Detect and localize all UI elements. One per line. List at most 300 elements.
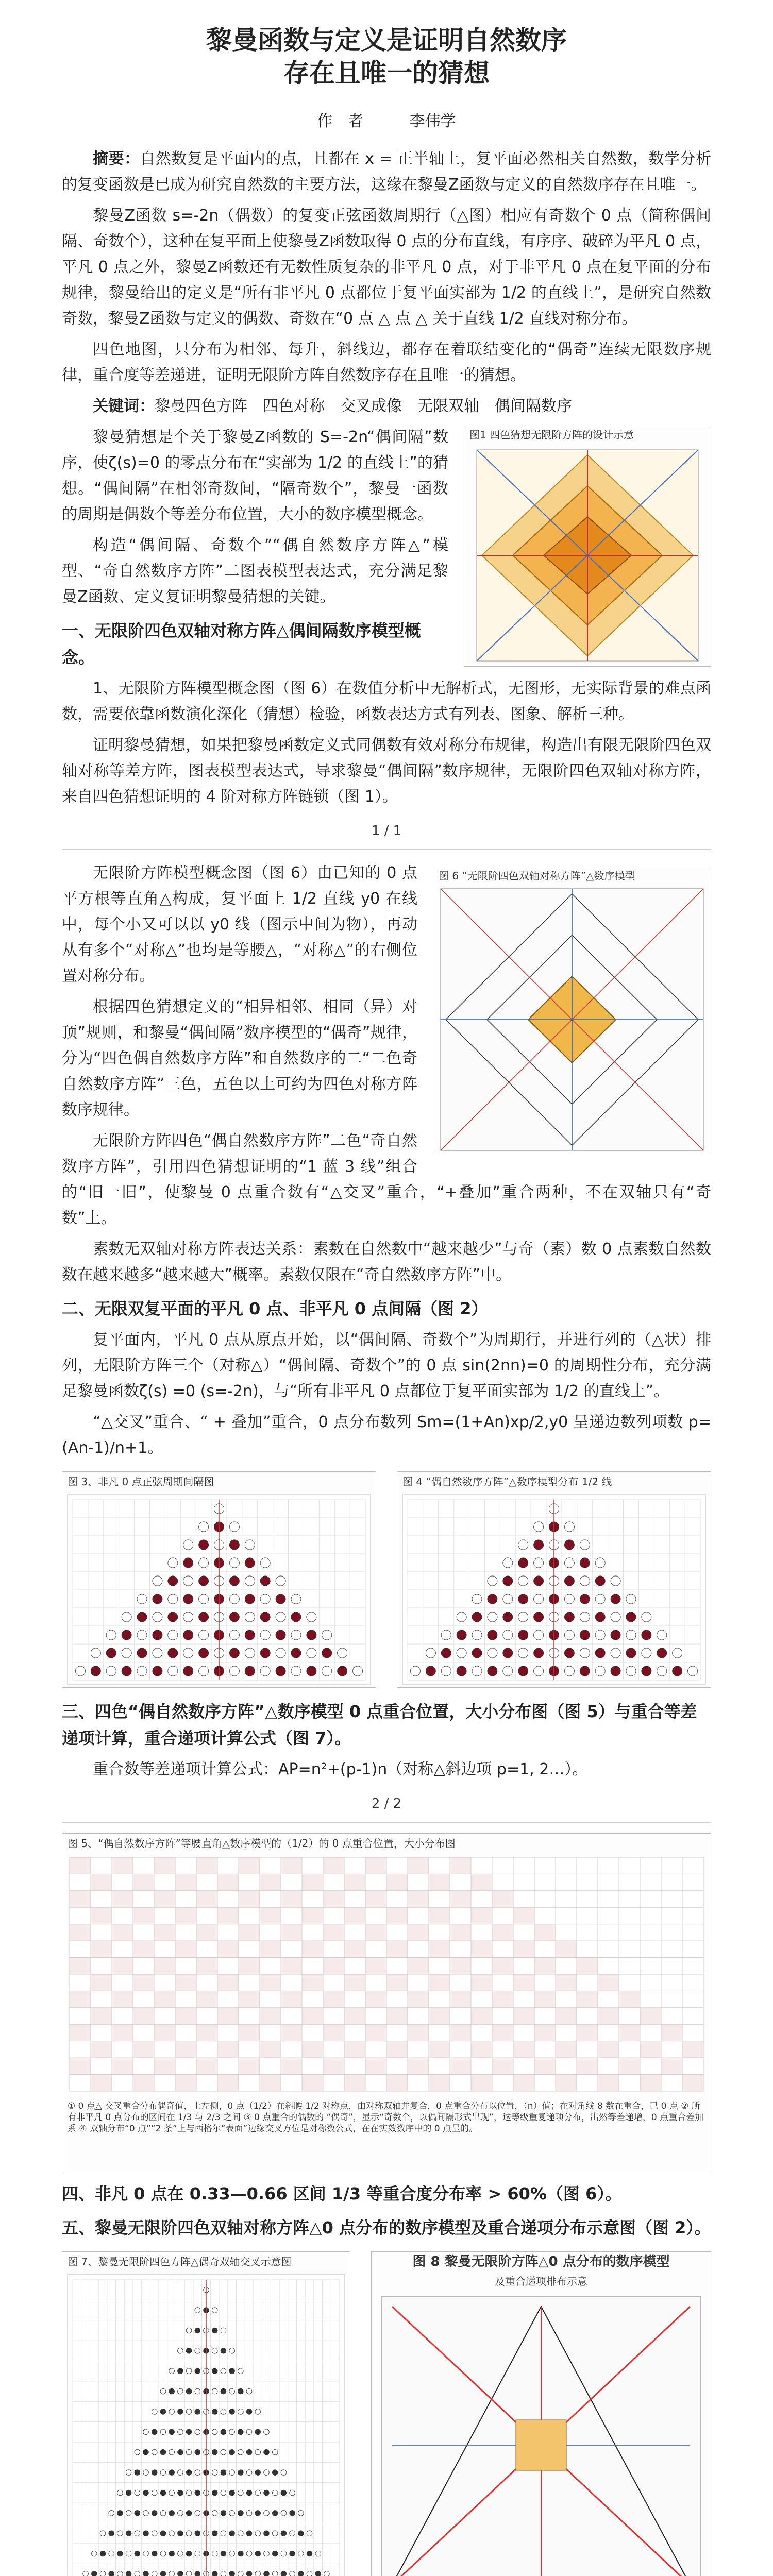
table-cell bbox=[534, 2075, 556, 2091]
table-cell bbox=[112, 2075, 133, 2091]
zero-point-dot bbox=[212, 2429, 217, 2435]
section-1-p2: 证明黎曼猜想，如果把黎曼函数定义式同偶数有效对称分布规律，构造出有限无限阶四色双轴对称等差方阵，图表模型表达式，导求黎曼“偶间隔”数序规律，无限阶四色双轴对称方阵，来自四色猜想证明的 4 阶对称方阵链锁（图 1）。 bbox=[62, 736, 711, 806]
page-divider bbox=[62, 1822, 711, 1823]
table-cell bbox=[344, 1974, 365, 1991]
table-cell bbox=[175, 1907, 196, 1924]
table-cell bbox=[492, 1891, 513, 1907]
zero-point-dot bbox=[307, 1648, 316, 1658]
zero-point-dot bbox=[229, 2429, 235, 2435]
zero-point-dot bbox=[322, 1630, 332, 1640]
table-cell bbox=[239, 2008, 260, 2024]
zero-point-dot bbox=[109, 2571, 114, 2576]
zero-point-dot bbox=[160, 2388, 166, 2394]
table-cell bbox=[302, 2058, 323, 2074]
zero-point-dot bbox=[245, 1594, 255, 1604]
zero-point-dot bbox=[160, 2531, 166, 2536]
figure-row-3-4 bbox=[62, 1471, 711, 1688]
table-cell bbox=[556, 2075, 577, 2091]
zero-point-dot bbox=[168, 1594, 178, 1604]
zero-point-dot bbox=[183, 1612, 193, 1622]
table-cell bbox=[619, 1891, 640, 1907]
table-cell bbox=[344, 1891, 365, 1907]
table-cell bbox=[534, 1907, 556, 1924]
table-cell bbox=[196, 2058, 217, 2074]
table-cell bbox=[260, 2075, 281, 2091]
table-cell bbox=[70, 2041, 91, 2058]
table-cell bbox=[281, 2024, 302, 2041]
zero-point-dot bbox=[238, 2490, 243, 2496]
table-cell bbox=[70, 1891, 91, 1907]
table-cell bbox=[471, 1991, 492, 2007]
table-cell bbox=[577, 1941, 598, 1957]
table-cell bbox=[492, 1941, 513, 1957]
zero-point-dot bbox=[260, 1558, 270, 1568]
zero-point-dot bbox=[657, 1666, 667, 1676]
zero-point-dot bbox=[611, 1594, 620, 1604]
table-cell bbox=[154, 1857, 175, 1874]
zero-point-dot bbox=[186, 2409, 192, 2415]
table-cell bbox=[598, 1991, 619, 2007]
table-cell bbox=[365, 2058, 386, 2074]
zero-point-dot bbox=[106, 1630, 116, 1640]
table-cell bbox=[661, 2008, 682, 2024]
zero-point-dot bbox=[264, 2531, 270, 2536]
zero-point-dot bbox=[153, 1666, 162, 1676]
zero-point-dot bbox=[183, 1594, 193, 1604]
page-number-1: 1 / 1 bbox=[371, 823, 402, 839]
table-cell bbox=[344, 1924, 365, 1941]
zero-point-dot bbox=[221, 2368, 226, 2374]
zero-point-dot bbox=[245, 1630, 255, 1640]
zero-point-dot bbox=[255, 2490, 261, 2496]
zero-point-dot bbox=[195, 2510, 200, 2516]
zero-point-dot bbox=[212, 2449, 217, 2455]
table-cell bbox=[534, 2058, 556, 2074]
table-cell bbox=[598, 2075, 619, 2091]
table-cell bbox=[175, 2041, 196, 2058]
figure-1 bbox=[464, 425, 711, 667]
keywords-text: 黎曼四色方阵 四色对称 交叉成像 无限双轴 偶间隔数序 bbox=[155, 397, 572, 415]
zero-point-dot bbox=[153, 1648, 162, 1658]
zero-point-dot bbox=[246, 2490, 252, 2496]
zero-point-dot bbox=[153, 1630, 162, 1640]
table-cell bbox=[534, 1941, 556, 1957]
zero-point-dot bbox=[503, 1612, 513, 1622]
zero-point-dot bbox=[221, 2449, 226, 2455]
zero-point-dot bbox=[195, 2490, 200, 2496]
table-cell bbox=[239, 1924, 260, 1941]
zero-point-dot bbox=[264, 2449, 270, 2455]
table-cell bbox=[408, 2024, 429, 2041]
table-cell bbox=[429, 2041, 450, 2058]
zero-point-dot bbox=[195, 2348, 200, 2353]
zero-point-dot bbox=[472, 1612, 482, 1622]
table-cell bbox=[598, 2041, 619, 2058]
table-cell bbox=[260, 2058, 281, 2074]
table-cell bbox=[534, 2024, 556, 2041]
table-cell bbox=[281, 1874, 302, 1890]
table-cell bbox=[302, 1991, 323, 2007]
table-cell bbox=[408, 1941, 429, 1957]
table-cell bbox=[344, 1907, 365, 1924]
zero-point-dot bbox=[212, 2571, 217, 2576]
zero-point-dot bbox=[564, 1540, 574, 1550]
table-cell bbox=[154, 1907, 175, 1924]
table-cell bbox=[175, 1924, 196, 1941]
zero-point-dot bbox=[457, 1666, 466, 1676]
zero-point-dot bbox=[212, 2308, 217, 2313]
table-cell bbox=[196, 1941, 217, 1957]
zero-point-dot bbox=[160, 2571, 166, 2576]
table-cell bbox=[534, 1991, 556, 2007]
zero-point-dot bbox=[503, 1558, 513, 1568]
zero-point-dot bbox=[426, 1666, 435, 1676]
zero-point-dot bbox=[229, 2470, 235, 2476]
zero-point-dot bbox=[199, 1540, 209, 1550]
table-cell bbox=[492, 1907, 513, 1924]
zero-point-dot bbox=[245, 1558, 255, 1568]
zero-point-dot bbox=[595, 1648, 605, 1658]
table-cell bbox=[408, 1891, 429, 1907]
table-cell bbox=[154, 1924, 175, 1941]
zero-point-dot bbox=[186, 2470, 192, 2476]
table-cell bbox=[260, 1941, 281, 1957]
zero-point-dot bbox=[642, 1612, 651, 1622]
table-cell bbox=[619, 2075, 640, 2091]
table-cell bbox=[70, 2024, 91, 2041]
zero-point-dot bbox=[183, 1648, 193, 1658]
table-cell bbox=[344, 2075, 365, 2091]
zero-point-dot bbox=[178, 2551, 183, 2556]
table-cell bbox=[619, 1991, 640, 2007]
table-cell bbox=[429, 2075, 450, 2091]
zero-point-dot bbox=[290, 2531, 295, 2536]
table-cell bbox=[492, 1857, 513, 1874]
table-cell bbox=[471, 1907, 492, 1924]
table-cell bbox=[91, 2075, 112, 2091]
abstract-paragraph bbox=[62, 146, 711, 198]
table-cell bbox=[471, 2041, 492, 2058]
table-cell bbox=[640, 2024, 661, 2041]
table-cell bbox=[598, 2058, 619, 2074]
zero-point-dot bbox=[229, 2368, 235, 2374]
table-cell bbox=[239, 2041, 260, 2058]
table-cell bbox=[661, 2041, 682, 2058]
zero-point-dot bbox=[272, 2449, 278, 2455]
zero-point-dot bbox=[441, 1630, 451, 1640]
zero-point-dot bbox=[264, 2551, 270, 2556]
zero-point-dot bbox=[255, 2551, 261, 2556]
table-cell bbox=[556, 1907, 577, 1924]
zero-point-dot bbox=[143, 2470, 149, 2476]
zero-point-dot bbox=[195, 2388, 200, 2394]
zero-point-dot bbox=[135, 2531, 140, 2536]
zero-point-dot bbox=[199, 1576, 209, 1586]
table-cell bbox=[471, 2058, 492, 2074]
zero-point-dot bbox=[137, 1594, 147, 1604]
zero-point-dot bbox=[580, 1594, 590, 1604]
table-cell bbox=[196, 1924, 217, 1941]
table-cell bbox=[91, 1874, 112, 1890]
zero-point-dot bbox=[212, 2551, 217, 2556]
zero-point-dot bbox=[83, 2571, 89, 2576]
zero-point-dot bbox=[212, 2388, 217, 2394]
table-cell bbox=[154, 2075, 175, 2091]
zero-point-dot bbox=[276, 1648, 285, 1658]
table-cell bbox=[513, 2008, 534, 2024]
figure-4-grid bbox=[397, 1492, 711, 1687]
zero-point-dot bbox=[260, 1630, 270, 1640]
zero-point-dot bbox=[221, 2429, 226, 2435]
zero-point-dot bbox=[503, 1576, 513, 1586]
zero-point-dot bbox=[152, 2490, 157, 2496]
zero-point-dot bbox=[238, 2551, 243, 2556]
zero-point-dot bbox=[195, 2531, 200, 2536]
zero-point-dot bbox=[298, 2531, 304, 2536]
zero-point-dot bbox=[238, 2409, 243, 2415]
table-cell bbox=[302, 1941, 323, 1957]
zero-point-dot bbox=[534, 1558, 544, 1568]
figure-3-caption: 图 3、非凡 0 点正弦周期间隔图 bbox=[68, 1476, 214, 1488]
zero-point-dot bbox=[183, 1630, 193, 1640]
zero-point-dot bbox=[221, 2388, 226, 2394]
zero-point-dot bbox=[169, 2388, 175, 2394]
zero-point-dot bbox=[281, 2571, 287, 2576]
zero-point-dot bbox=[152, 2510, 157, 2516]
zero-point-dot bbox=[352, 1666, 362, 1676]
table-cell bbox=[640, 1958, 661, 1974]
abstract-text: 自然数复是平面内的点，且都在 x = 正半轴上，复平面必然相关自然数，数学分析的复变函数是已成为研究自然数的主要方法，这缘在黎曼Ζ函数与定义的自然数序存在且唯一。 bbox=[62, 150, 712, 194]
table-cell bbox=[323, 1991, 344, 2007]
table-cell bbox=[682, 1958, 703, 1974]
table-cell bbox=[513, 1874, 534, 1890]
table-cell bbox=[661, 1874, 682, 1890]
table-cell bbox=[640, 1857, 661, 1874]
zero-point-dot bbox=[457, 1612, 466, 1622]
zero-point-dot bbox=[186, 2449, 192, 2455]
zero-point-dot bbox=[503, 1630, 513, 1640]
table-cell bbox=[260, 1958, 281, 1974]
table-cell bbox=[365, 1891, 386, 1907]
table-cell bbox=[133, 1974, 154, 1991]
table-cell bbox=[260, 1874, 281, 1890]
zero-point-dot bbox=[212, 2490, 217, 2496]
zero-point-dot bbox=[135, 2551, 140, 2556]
table-cell bbox=[661, 2024, 682, 2041]
table-cell bbox=[492, 1991, 513, 2007]
table-cell bbox=[450, 1874, 471, 1890]
zero-point-dot bbox=[91, 2571, 97, 2576]
zero-point-dot bbox=[212, 2348, 217, 2353]
zero-point-dot bbox=[246, 2510, 252, 2516]
table-cell bbox=[556, 1924, 577, 1941]
zero-point-dot bbox=[169, 2490, 175, 2496]
table-cell bbox=[175, 1974, 196, 1991]
table-cell bbox=[577, 1958, 598, 1974]
table-cell bbox=[534, 2008, 556, 2024]
zero-point-dot bbox=[143, 2551, 149, 2556]
table-cell bbox=[239, 2058, 260, 2074]
table-cell bbox=[154, 1974, 175, 1991]
figure-4-caption: 图 4 “偶自然数序方阵”△数序模型分布 1/2 线 bbox=[402, 1476, 612, 1488]
zero-point-dot bbox=[135, 2490, 140, 2496]
zero-point-dot bbox=[195, 2449, 200, 2455]
table-cell bbox=[429, 1941, 450, 1957]
zero-point-dot bbox=[135, 2470, 140, 2476]
zero-point-dot bbox=[212, 2368, 217, 2374]
zero-point-dot bbox=[143, 2490, 149, 2496]
table-cell bbox=[133, 1857, 154, 1874]
table-cell bbox=[302, 2008, 323, 2024]
table-cell bbox=[91, 1857, 112, 1874]
zero-point-dot bbox=[238, 2571, 243, 2576]
table-cell bbox=[556, 2041, 577, 2058]
zero-point-dot bbox=[518, 1630, 528, 1640]
zero-point-dot bbox=[229, 1612, 239, 1622]
table-cell bbox=[408, 2075, 429, 2091]
table-cell bbox=[619, 1941, 640, 1957]
table-cell bbox=[91, 2024, 112, 2041]
table-cell bbox=[450, 1857, 471, 1874]
zero-point-dot bbox=[564, 1594, 574, 1604]
table-cell bbox=[239, 1958, 260, 1974]
table-cell bbox=[492, 2008, 513, 2024]
section-1-p3: 无限阶方阵模型概念图（图 6）由已知的 0 点平方根等直角△构成，复平面上 1/2 直线 y0 在线中，每个小又可以以 y0 线（图示中间为物），再动从有多个“对称△”也均是等腰△，“对称△”的右侧位置对称分布。 bbox=[62, 864, 417, 985]
table-cell bbox=[513, 1857, 534, 1874]
table-cell bbox=[450, 2008, 471, 2024]
zero-point-dot bbox=[143, 2571, 149, 2576]
table-cell bbox=[133, 2008, 154, 2024]
zero-point-dot bbox=[137, 1666, 147, 1676]
keywords-label: 关键词： bbox=[93, 397, 155, 415]
table-cell bbox=[344, 1941, 365, 1957]
table-cell bbox=[577, 1874, 598, 1890]
table-cell bbox=[640, 2008, 661, 2024]
table-cell bbox=[471, 1958, 492, 1974]
section-2-p2: “△交叉”重合、“ + 叠加”重合，0 点分布数列 Sm=(1+An)xp/2,y0 呈递边数列项数 p=(An-1)/n+1。 bbox=[62, 1413, 711, 1457]
zero-point-dot bbox=[221, 2490, 226, 2496]
zero-point-dot bbox=[410, 1666, 420, 1676]
zero-point-dot bbox=[472, 1666, 482, 1676]
intro-paragraph-2: 构造“偶间隔、奇数个”“偶自然数序方阵△”模型、“奇自然数序方阵”二图表模型表达式，充分满足黎曼Ζ函数、定义复证明黎曼猜想的关键。 bbox=[62, 536, 448, 606]
zero-point-dot bbox=[503, 1648, 513, 1658]
table-cell bbox=[281, 1958, 302, 1974]
table-cell bbox=[323, 1857, 344, 1874]
table-cell bbox=[175, 2024, 196, 2041]
table-cell bbox=[239, 1874, 260, 1890]
zero-point-dot bbox=[169, 2551, 175, 2556]
table-cell bbox=[281, 1991, 302, 2007]
table-cell bbox=[70, 1857, 91, 1874]
zero-point-dot bbox=[168, 1666, 178, 1676]
zero-point-dot bbox=[212, 2531, 217, 2536]
zero-point-dot bbox=[307, 2571, 312, 2576]
table-cell bbox=[365, 2024, 386, 2041]
zero-point-dot bbox=[137, 1648, 147, 1658]
table-cell bbox=[429, 1924, 450, 1941]
zero-point-dot bbox=[534, 1666, 544, 1676]
table-cell bbox=[386, 1958, 408, 1974]
table-cell bbox=[429, 1857, 450, 1874]
zero-point-dot bbox=[221, 2409, 226, 2415]
table-cell bbox=[344, 2008, 365, 2024]
zero-point-dot bbox=[168, 1558, 178, 1568]
table-cell bbox=[112, 1874, 133, 1890]
zero-point-dot bbox=[564, 1630, 574, 1640]
table-cell bbox=[323, 1941, 344, 1957]
table-cell bbox=[556, 2024, 577, 2041]
zero-point-dot bbox=[186, 2510, 192, 2516]
zero-point-dot bbox=[152, 2470, 157, 2476]
zero-point-dot bbox=[580, 1612, 590, 1622]
table-cell bbox=[70, 1924, 91, 1941]
table-cell bbox=[217, 2024, 239, 2041]
zero-point-dot bbox=[488, 1576, 497, 1586]
table-cell bbox=[154, 2058, 175, 2074]
zero-point-dot bbox=[595, 1666, 605, 1676]
zero-point-dot bbox=[199, 1612, 209, 1622]
table-cell bbox=[534, 1891, 556, 1907]
table-cell bbox=[661, 1958, 682, 1974]
table-cell bbox=[175, 1941, 196, 1957]
table-cell bbox=[492, 2024, 513, 2041]
table-cell bbox=[239, 1991, 260, 2007]
table-cell bbox=[598, 1958, 619, 1974]
zero-point-dot bbox=[441, 1666, 451, 1676]
zero-point-dot bbox=[488, 1612, 497, 1622]
figure-3 bbox=[62, 1471, 376, 1688]
zero-point-dot bbox=[117, 2551, 123, 2556]
zero-point-dot bbox=[580, 1576, 590, 1586]
table-cell bbox=[513, 1974, 534, 1991]
zero-point-dot bbox=[272, 2551, 278, 2556]
table-cell bbox=[175, 2008, 196, 2024]
zero-point-dot bbox=[322, 1666, 332, 1676]
zero-point-dot bbox=[595, 1576, 605, 1586]
zero-point-dot bbox=[518, 1576, 528, 1586]
zero-point-dot bbox=[229, 1630, 239, 1640]
table-cell bbox=[598, 2024, 619, 2041]
table-cell bbox=[175, 2058, 196, 2074]
figure-6 bbox=[433, 866, 711, 1154]
zero-point-dot bbox=[183, 1540, 193, 1550]
figure-5-table bbox=[62, 1853, 711, 2095]
zero-point-dot bbox=[281, 2490, 287, 2496]
table-cell bbox=[640, 1891, 661, 1907]
table-cell bbox=[133, 1924, 154, 1941]
zero-point-dot bbox=[212, 2409, 217, 2415]
table-cell bbox=[471, 1924, 492, 1941]
zero-point-dot bbox=[178, 2388, 183, 2394]
zero-point-dot bbox=[186, 2551, 192, 2556]
zero-point-dot bbox=[229, 2388, 235, 2394]
table-cell bbox=[682, 2024, 703, 2041]
zero-point-dot bbox=[229, 2490, 235, 2496]
table-cell bbox=[323, 1924, 344, 1941]
figure-1-caption: 图1 四色猜想无限阶方阵的设计示意 bbox=[469, 429, 634, 441]
zero-point-dot bbox=[611, 1666, 620, 1676]
table-cell bbox=[556, 1991, 577, 2007]
table-cell bbox=[196, 2041, 217, 2058]
zero-point-dot bbox=[245, 1612, 255, 1622]
table-cell bbox=[513, 1941, 534, 1957]
table-cell bbox=[323, 2075, 344, 2091]
zero-point-dot bbox=[564, 1522, 574, 1532]
figure-4 bbox=[397, 1471, 711, 1688]
table-cell bbox=[534, 1857, 556, 1874]
zero-point-dot bbox=[109, 2551, 114, 2556]
zero-point-dot bbox=[212, 2328, 217, 2333]
